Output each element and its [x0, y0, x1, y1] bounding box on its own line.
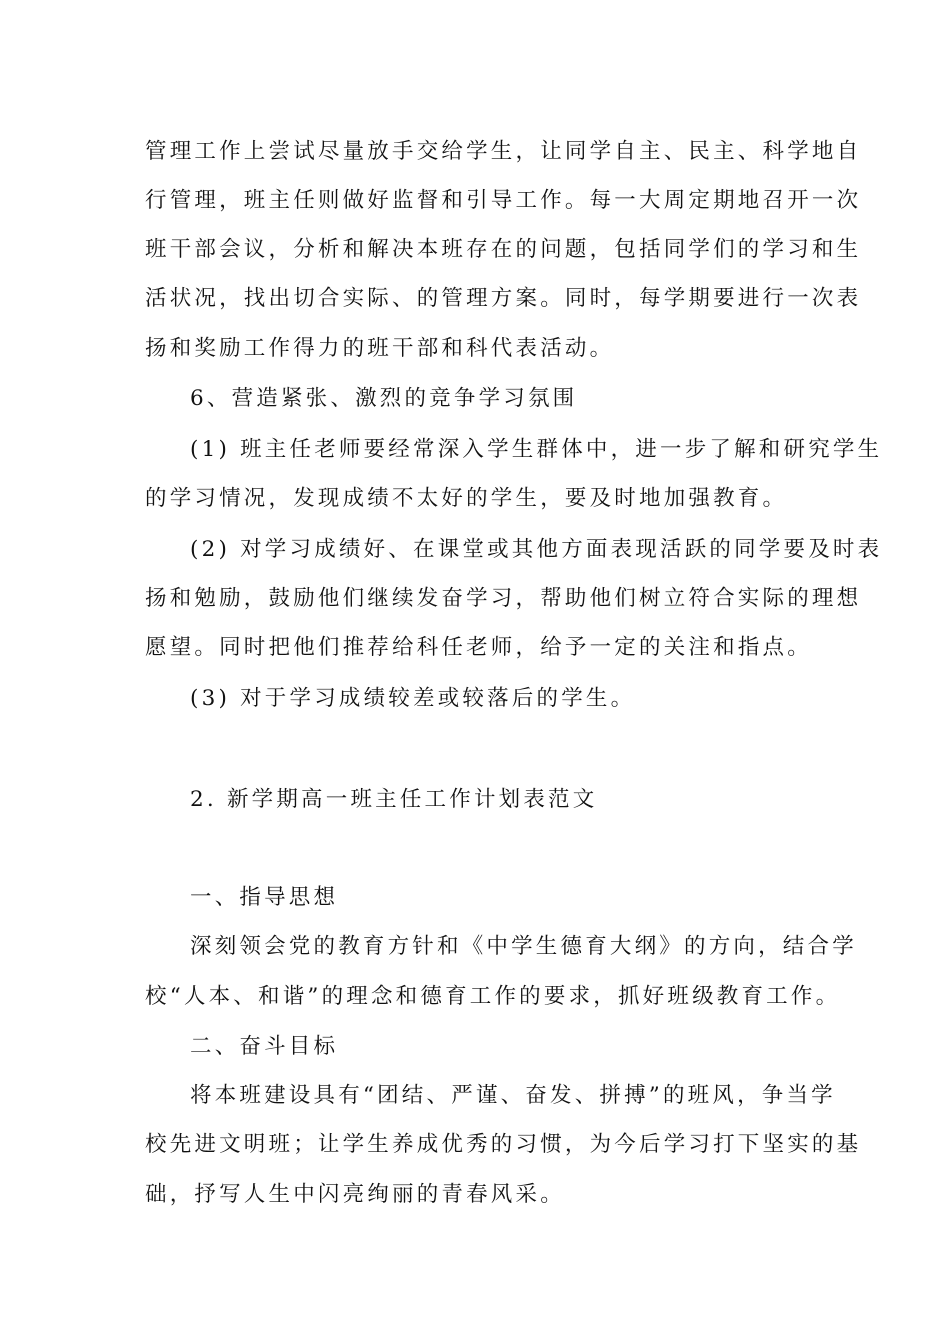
section-heading: 6、营造紧张、激烈的竞争学习氛围: [190, 386, 578, 411]
paragraph-line: (2) 对学习成绩好、在课堂或其他方面表现活跃的同学要及时表: [190, 537, 883, 562]
paragraph-line: 础，抒写人生中闪亮绚丽的青春风采。: [145, 1182, 565, 1207]
section-heading: 二、奋斗目标: [190, 1034, 339, 1059]
section-heading: 一、指导思想: [190, 885, 339, 910]
paragraph-line: 校先进文明班；让学生养成优秀的习惯，为今后学习打下坚实的基: [145, 1132, 862, 1157]
paragraph-line: 扬和奖励工作得力的班干部和科代表活动。: [145, 336, 615, 361]
paragraph-line: 的学习情况，发现成绩不太好的学生，要及时地加强教育。: [145, 486, 788, 511]
paragraph-line: (3) 对于学习成绩较差或较落后的学生。: [190, 686, 636, 711]
document-title: 2. 新学期高一班主任工作计划表范文: [190, 787, 598, 812]
paragraph-line: 深刻领会党的教育方针和《中学生德育大纲》的方向，结合学: [190, 934, 857, 959]
paragraph-line: 校“人本、和谐”的理念和德育工作的要求，抓好班级教育工作。: [145, 984, 841, 1009]
paragraph-line: 行管理，班主任则做好监督和引导工作。每一大周定期地召开一次: [145, 188, 862, 213]
paragraph-line: 活状况，找出切合实际、的管理方案。同时，每学期要进行一次表: [145, 286, 862, 311]
paragraph-line: 将本班建设具有“团结、严谨、奋发、拼搏”的班风，争当学: [190, 1083, 836, 1108]
paragraph-line: 管理工作上尝试尽量放手交给学生，让同学自主、民主、科学地自: [145, 139, 862, 164]
paragraph-line: (1) 班主任老师要经常深入学生群体中，进一步了解和研究学生: [190, 437, 883, 462]
paragraph-line: 扬和勉励，鼓励他们继续发奋学习，帮助他们树立符合实际的理想: [145, 586, 862, 611]
paragraph-line: 愿望。同时把他们推荐给科任老师，给予一定的关注和指点。: [145, 635, 812, 660]
paragraph-line: 班干部会议，分析和解决本班存在的问题，包括同学们的学习和生: [145, 237, 862, 262]
